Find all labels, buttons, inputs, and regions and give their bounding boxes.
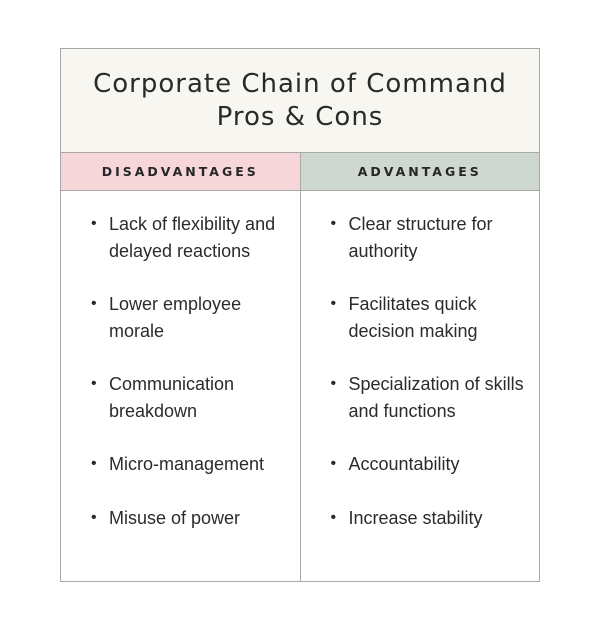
list-item-text: Facilitates quick decision making — [348, 294, 478, 341]
list-item-text: Communication breakdown — [109, 374, 235, 421]
list-item — [91, 211, 292, 264]
bullet-icon: • — [330, 295, 337, 312]
bullet-icon: • — [330, 455, 337, 472]
title-line-2: Pros & Cons — [216, 101, 384, 132]
list-item-text: Increase stability — [348, 507, 483, 528]
disadvantages-header: DISADVANTAGES — [61, 153, 301, 190]
bullet-icon: • — [91, 508, 97, 526]
list-item-text: Clear structure for authority — [348, 214, 493, 261]
list-item — [331, 451, 532, 478]
header-row — [61, 153, 539, 191]
list-item-text: Specialization of skills and functions — [348, 374, 524, 421]
bullet-icon: • — [91, 295, 97, 312]
pros-cons-table — [60, 48, 540, 582]
list-item — [91, 291, 292, 344]
list-item — [91, 371, 292, 424]
list-item — [331, 505, 532, 532]
bullet-icon: • — [91, 375, 97, 392]
advantages-column — [301, 191, 540, 581]
advantages-list — [331, 211, 532, 531]
list-item-text: Lower employee morale — [109, 294, 242, 341]
bullet-icon: • — [91, 455, 97, 472]
list-item — [91, 451, 292, 478]
bullet-icon: • — [330, 375, 337, 392]
list-item — [91, 505, 292, 532]
body-row — [61, 191, 539, 581]
title-box — [61, 49, 539, 153]
disadvantages-list — [91, 211, 292, 531]
list-item — [331, 371, 532, 424]
bullet-icon: • — [330, 215, 337, 232]
bullet-icon: • — [330, 508, 337, 526]
title-line-1: Corporate Chain of Command — [93, 68, 507, 99]
list-item — [331, 291, 532, 344]
list-item-text: Misuse of power — [109, 507, 241, 528]
advantages-header: ADVANTAGES — [301, 153, 540, 190]
list-item — [331, 211, 532, 264]
bullet-icon: • — [91, 215, 97, 232]
list-item-text: Lack of flexibility and delayed reactions — [109, 214, 276, 261]
list-item-text: Accountability — [348, 454, 460, 474]
list-item-text: Micro-management — [109, 454, 265, 474]
disadvantages-column — [61, 191, 301, 581]
